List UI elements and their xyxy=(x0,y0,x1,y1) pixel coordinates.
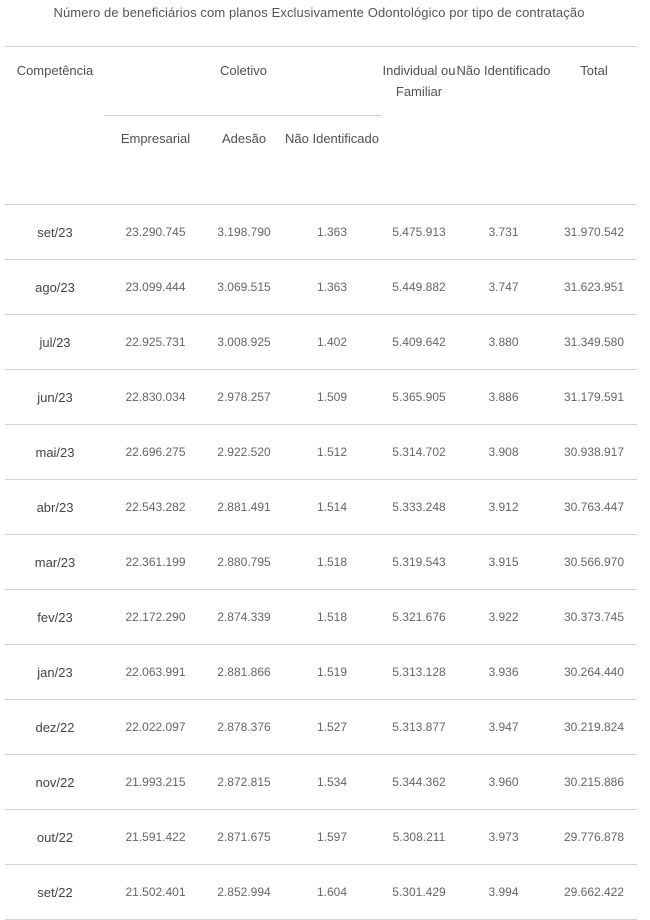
table-body xyxy=(5,205,637,920)
cell-adesao: 3.069.515 xyxy=(217,280,271,294)
cell-individual-familiar: 5.365.905 xyxy=(392,390,446,404)
cell-individual-familiar: 5.313.128 xyxy=(392,665,446,679)
cell-empresarial: 22.361.199 xyxy=(125,555,186,569)
header-empresarial: Empresarial xyxy=(120,131,191,146)
cell-total: 30.763.447 xyxy=(563,500,625,514)
cell-individual-familiar: 5.475.913 xyxy=(392,225,446,239)
header-competencia: Competência xyxy=(16,63,94,78)
cell-empresarial: 21.993.215 xyxy=(125,775,186,789)
table-row xyxy=(5,535,637,590)
cell-total: 30.219.824 xyxy=(563,720,625,734)
cell-adesao: 2.852.994 xyxy=(217,885,271,899)
cell-coletivo-nao-identificado: 1.514 xyxy=(316,500,348,514)
cell-nao-identificado: 3.915 xyxy=(488,555,519,569)
cell-individual-familiar: 5.449.882 xyxy=(392,280,446,294)
cell-adesao: 2.878.376 xyxy=(217,720,271,734)
cell-empresarial: 21.502.401 xyxy=(125,885,186,899)
cell-coletivo-nao-identificado: 1.604 xyxy=(316,885,348,899)
header-row-top xyxy=(5,47,637,116)
cell-competencia: set/23 xyxy=(37,224,73,240)
cell-nao-identificado: 3.994 xyxy=(488,885,519,899)
cell-nao-identificado: 3.912 xyxy=(488,500,519,514)
cell-individual-familiar: 5.333.248 xyxy=(392,500,446,514)
cell-adesao: 2.881.866 xyxy=(217,665,271,679)
cell-competencia: abr/23 xyxy=(36,499,74,515)
cell-total: 31.623.951 xyxy=(563,280,625,294)
cell-total: 30.215.886 xyxy=(563,775,625,789)
cell-adesao: 2.872.815 xyxy=(217,775,271,789)
cell-competencia: set/22 xyxy=(37,884,73,900)
cell-competencia: jul/23 xyxy=(39,334,71,350)
cell-total: 29.776.878 xyxy=(563,830,625,844)
cell-nao-identificado: 3.973 xyxy=(488,830,519,844)
cell-individual-familiar: 5.308.211 xyxy=(392,830,446,844)
table-row xyxy=(5,480,637,535)
cell-empresarial: 22.543.282 xyxy=(125,500,186,514)
cell-competencia: ago/23 xyxy=(35,279,75,295)
cell-empresarial: 22.925.731 xyxy=(125,335,186,349)
cell-nao-identificado: 3.886 xyxy=(488,390,519,404)
cell-nao-identificado: 3.731 xyxy=(488,225,519,239)
cell-coletivo-nao-identificado: 1.518 xyxy=(316,555,348,569)
cell-adesao: 2.978.257 xyxy=(217,390,271,404)
header-individual-familiar: Individual ou Familiar xyxy=(382,63,456,99)
cell-empresarial: 22.022.097 xyxy=(125,720,186,734)
cell-total: 30.264.440 xyxy=(563,665,625,679)
cell-adesao: 3.008.925 xyxy=(217,335,271,349)
cell-nao-identificado: 3.936 xyxy=(488,665,519,679)
beneficiarios-table-container xyxy=(5,46,637,920)
cell-nao-identificado: 3.880 xyxy=(488,335,519,349)
cell-individual-familiar: 5.313.877 xyxy=(392,720,446,734)
cell-individual-familiar: 5.409.642 xyxy=(392,335,446,349)
cell-total: 31.179.591 xyxy=(563,390,625,404)
cell-individual-familiar: 5.314.702 xyxy=(392,445,446,459)
cell-coletivo-nao-identificado: 1.363 xyxy=(316,225,348,239)
cell-coletivo-nao-identificado: 1.363 xyxy=(316,280,348,294)
cell-competencia: jun/23 xyxy=(37,389,73,405)
header-coletivo-group: Coletivo xyxy=(105,47,382,116)
cell-total: 30.566.970 xyxy=(563,555,625,569)
table-row xyxy=(5,315,637,370)
cell-competencia: out/22 xyxy=(36,829,74,845)
table-caption: Número de beneficiários com planos Exclusivamente Odontológico por tipo de contratação xyxy=(53,5,585,20)
cell-nao-identificado: 3.747 xyxy=(488,280,519,294)
table-row xyxy=(5,700,637,755)
cell-individual-familiar: 5.319.543 xyxy=(392,555,446,569)
cell-adesao: 2.871.675 xyxy=(217,830,271,844)
cell-adesao: 2.881.491 xyxy=(217,500,271,514)
cell-empresarial: 22.830.034 xyxy=(125,390,186,404)
cell-empresarial: 22.063.991 xyxy=(125,665,186,679)
cell-adesao: 2.880.795 xyxy=(217,555,271,569)
cell-total: 29.662.422 xyxy=(563,885,625,899)
cell-empresarial: 23.099.444 xyxy=(125,280,186,294)
header-total: Total xyxy=(580,63,608,78)
table-header xyxy=(5,47,637,205)
cell-nao-identificado: 3.960 xyxy=(488,775,519,789)
cell-adesao: 2.874.339 xyxy=(217,610,271,624)
table-row xyxy=(5,590,637,645)
cell-total: 31.970.542 xyxy=(563,225,625,239)
cell-coletivo-nao-identificado: 1.519 xyxy=(316,665,348,679)
cell-coletivo-nao-identificado: 1.534 xyxy=(316,775,348,789)
cell-adesao: 3.198.790 xyxy=(217,225,271,239)
cell-competencia: mar/23 xyxy=(34,554,76,570)
cell-competencia: nov/22 xyxy=(35,774,75,790)
header-adesao: Adesão xyxy=(221,131,267,146)
cell-total: 30.938.917 xyxy=(563,445,625,459)
table-row xyxy=(5,645,637,700)
table-row xyxy=(5,755,637,810)
cell-coletivo-nao-identificado: 1.527 xyxy=(316,720,348,734)
cell-adesao: 2.922.520 xyxy=(217,445,271,459)
cell-coletivo-nao-identificado: 1.509 xyxy=(316,390,348,404)
cell-empresarial: 22.696.275 xyxy=(125,445,186,459)
cell-coletivo-nao-identificado: 1.512 xyxy=(316,445,348,459)
cell-nao-identificado: 3.947 xyxy=(488,720,519,734)
table-row xyxy=(5,205,637,260)
cell-empresarial: 23.290.745 xyxy=(125,225,186,239)
cell-individual-familiar: 5.344.362 xyxy=(392,775,446,789)
beneficiarios-table xyxy=(5,46,637,920)
cell-empresarial: 21.591.422 xyxy=(125,830,186,844)
header-coletivo-nao-identificado: Não Identificado xyxy=(285,131,379,146)
cell-individual-familiar: 5.301.429 xyxy=(392,885,446,899)
cell-empresarial: 22.172.290 xyxy=(125,610,186,624)
table-row xyxy=(5,810,637,865)
cell-competencia: fev/23 xyxy=(37,609,73,625)
cell-coletivo-nao-identificado: 1.518 xyxy=(316,610,348,624)
cell-coletivo-nao-identificado: 1.597 xyxy=(316,830,348,844)
table-row xyxy=(5,370,637,425)
cell-individual-familiar: 5.321.676 xyxy=(392,610,446,624)
header-nao-identificado: Não Identificado xyxy=(456,63,551,78)
cell-competencia: dez/22 xyxy=(35,719,75,735)
cell-total: 30.373.745 xyxy=(563,610,625,624)
table-row xyxy=(5,425,637,480)
table-row xyxy=(5,865,637,920)
cell-nao-identificado: 3.922 xyxy=(488,610,519,624)
cell-coletivo-nao-identificado: 1.402 xyxy=(316,335,348,349)
table-row xyxy=(5,260,637,315)
cell-competencia: jan/23 xyxy=(37,664,73,680)
cell-nao-identificado: 3.908 xyxy=(488,445,519,459)
cell-competencia: mai/23 xyxy=(35,444,75,460)
cell-total: 31.349.580 xyxy=(563,335,625,349)
